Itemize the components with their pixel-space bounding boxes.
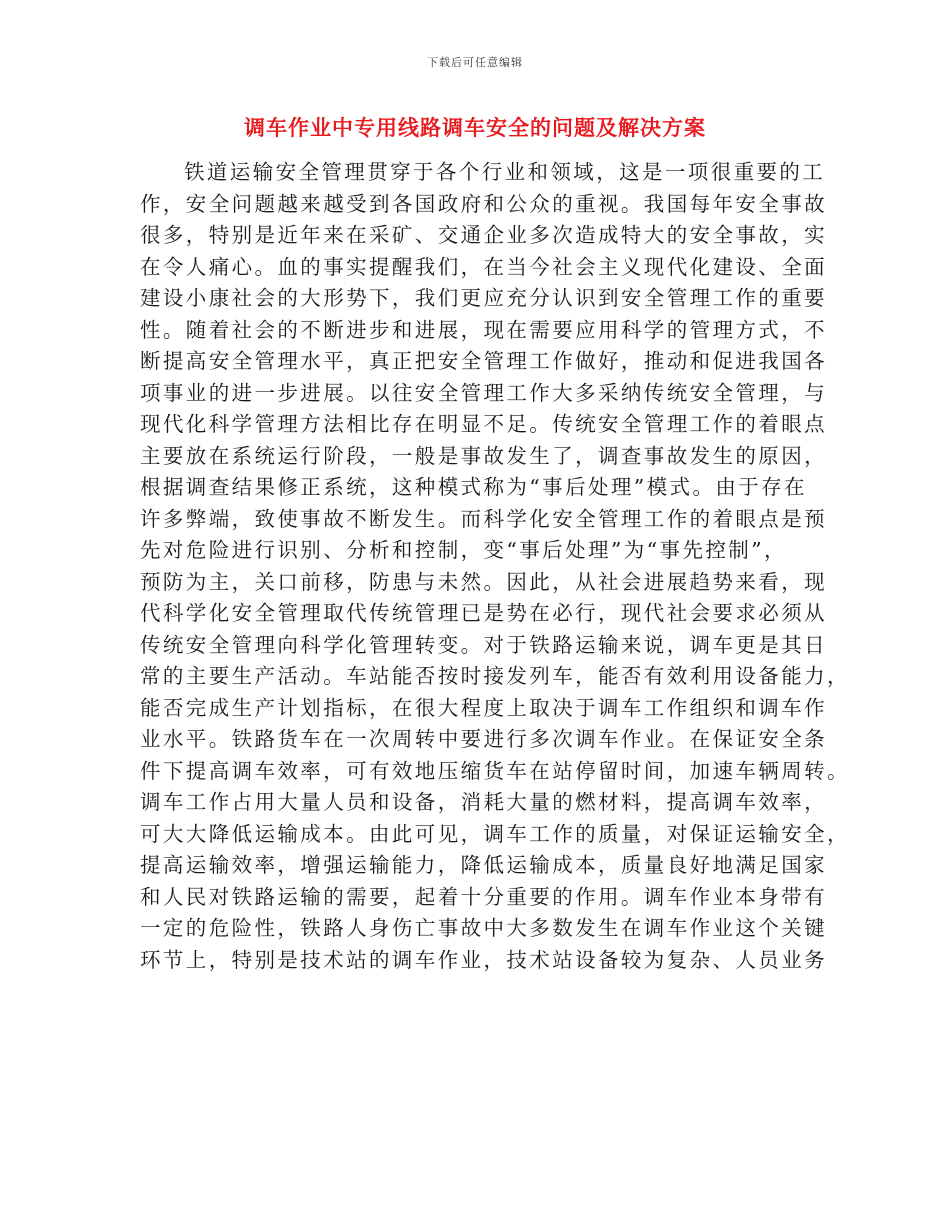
body-line: 断提高安全管理水平，真正把安全管理工作做好，推动和促进我国各 [140,349,827,373]
header-note: 下载后可任意编辑 [427,56,523,69]
body-line: 现代化科学管理方法相比存在明显不足。传统安全管理工作的着眼点 [140,412,827,436]
body-line: 调车工作占用大量人员和设备，消耗大量的燃材料，提高调车效率， [140,790,827,814]
body-line: 一定的危险性，铁路人身伤亡事故中大多数发生在调车作业这个关键 [140,916,827,940]
document-title: 调车作业中专用线路调车安全的问题及解决方案 [244,115,706,140]
body-line: 件下提高调车效率，可有效地压缩货车在站停留时间，加速车辆周转。 [140,758,850,783]
body-line: 根据调查结果修正系统，这种模式称为“事后处理”模式。由于存在 [140,475,807,499]
body-line: 许多弊端，致使事故不断发生。而科学化安全管理工作的着眼点是预 [140,506,827,531]
body-line: 很多，特别是近年来在采矿、交通企业多次造成特大的安全事故，实 [140,223,827,247]
body-line: 和人民对铁路运输的需要，起着十分重要的作用。调车作业本身带有 [140,884,827,909]
document-body [140,157,850,976]
body-line: 铁道运输安全管理贯穿于各个行业和领域，这是一项很重要的工 [184,160,826,184]
body-line: 主要放在系统运行阶段，一般是事故发生了，调查事故发生的原因， [140,443,827,468]
body-line: 在令人痛心。血的事实提醒我们，在当今社会主义现代化建设、全面 [140,254,827,279]
body-line: 常的主要生产活动。车站能否按时接发列车，能否有效利用设备能力， [140,664,850,688]
body-line: 环节上，特别是技术站的调车作业，技术站设备较为复杂、人员业务 [140,947,827,972]
body-line: 性。随着社会的不断进步和进展，现在需要应用科学的管理方式，不 [140,317,827,342]
body-line: 预防为主，关口前移，防患与未然。因此，从社会进展趋势来看，现 [140,569,827,594]
body-line: 建设小康社会的大形势下，我们更应充分认识到安全管理工作的重要 [140,286,827,310]
body-line: 业水平。铁路货车在一次周转中要进行多次调车作业。在保证安全条 [140,727,827,751]
body-line: 项事业的进一步进展。以往安全管理工作大多采纳传统安全管理，与 [140,380,827,405]
body-line: 提高运输效率，增强运输能力，降低运输成本，质量良好地满足国家 [140,853,827,877]
body-line: 可大大降低运输成本。由此可见，调车工作的质量，对保证运输安全， [140,821,850,846]
body-line: 传统安全管理向科学化管理转变。对于铁路运输来说，调车更是其日 [140,632,827,657]
body-line: 作，安全问题越来越受到各国政府和公众的重视。我国每年安全事故 [140,191,827,216]
body-line: 能否完成生产计划指标，在很大程度上取决于调车工作组织和调车作 [140,695,827,720]
body-line: 先对危险进行识别、分析和控制，变“事后处理”为“事先控制”， [140,538,787,562]
body-line: 代科学化安全管理取代传统管理已是势在必行，现代社会要求必须从 [140,601,827,625]
